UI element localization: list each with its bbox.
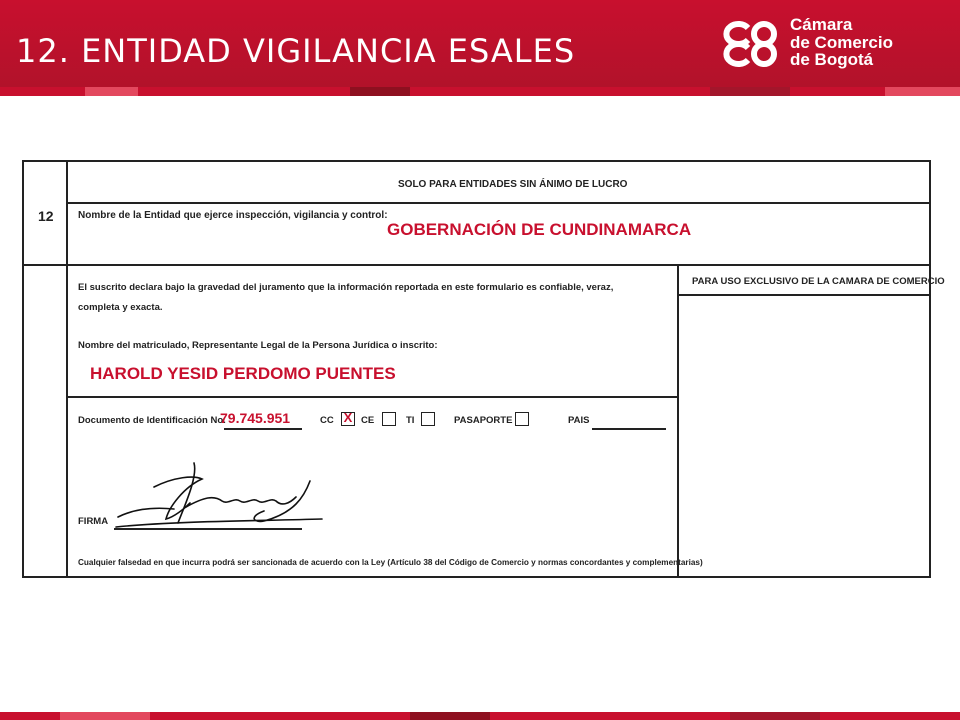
header-stripe [0,87,960,96]
representative-value[interactable]: HAROLD YESID PERDOMO PUENTES [90,364,396,383]
uso-exclusivo-header: PARA USO EXCLUSIVO DE LA CAMARA DE COMERCIO [692,276,945,287]
document-label: Documento de Identificación No. [78,415,226,426]
esal-form [22,160,945,578]
firma-label: FIRMA [78,516,109,527]
footer-stripe [0,712,960,720]
ti-label: TI [406,415,415,426]
pais-underline [592,428,666,430]
camara-comercio-logo [722,16,902,74]
declaration-line-1: El suscrito declara bajo la gravedad del juramento que la información reportada en este formulario es confiable, veraz, [78,282,614,293]
solo-esal-header: SOLO PARA ENTIDADES SIN ÁNIMO DE LUCRO [398,179,628,190]
falsedad-note: Cualquier falsedad en que incurra podrá ser sancionada de acuerdo con la Ley (Artículo 38 del Código de Comercio y normas concordantes y complementarias) [78,558,703,567]
logo-line-2: de Comercio [790,32,893,52]
declaration-line-2: completa y exacta. [78,302,163,313]
signature-image [114,457,324,537]
section-number: 12 [38,208,54,224]
logo-text [790,16,893,69]
declaration-text [78,278,618,318]
pasaporte-label: PASAPORTE [454,415,513,426]
logo-line-3: de Bogotá [790,50,874,69]
representative-label: Nombre del matriculado, Representante Legal de la Persona Jurídica o inscrito: [78,340,438,351]
entity-name-value[interactable]: GOBERNACIÓN DE CUNDINAMARCA [387,220,692,239]
logo-line-1: Cámara [790,15,853,34]
pais-label: PAIS [568,415,590,426]
entity-name-label: Nombre de la Entidad que ejerce inspección, vigilancia y control: [78,210,388,221]
document-number-underline [224,428,302,430]
document-number-value[interactable]: 79.745.951 [220,410,291,426]
cc-label: CC [320,415,334,426]
ce-label: CE [361,415,375,426]
header-banner [0,0,960,94]
page-title: 12. ENTIDAD VIGILANCIA ESALES [16,32,576,70]
document-row [78,409,678,429]
cc-checked-mark: X [343,410,353,425]
firma-underline [114,528,302,530]
camara-logo-icon [722,18,782,68]
ti-checkbox[interactable] [421,412,435,426]
ce-checkbox[interactable] [382,412,396,426]
pasaporte-checkbox[interactable] [515,412,529,426]
